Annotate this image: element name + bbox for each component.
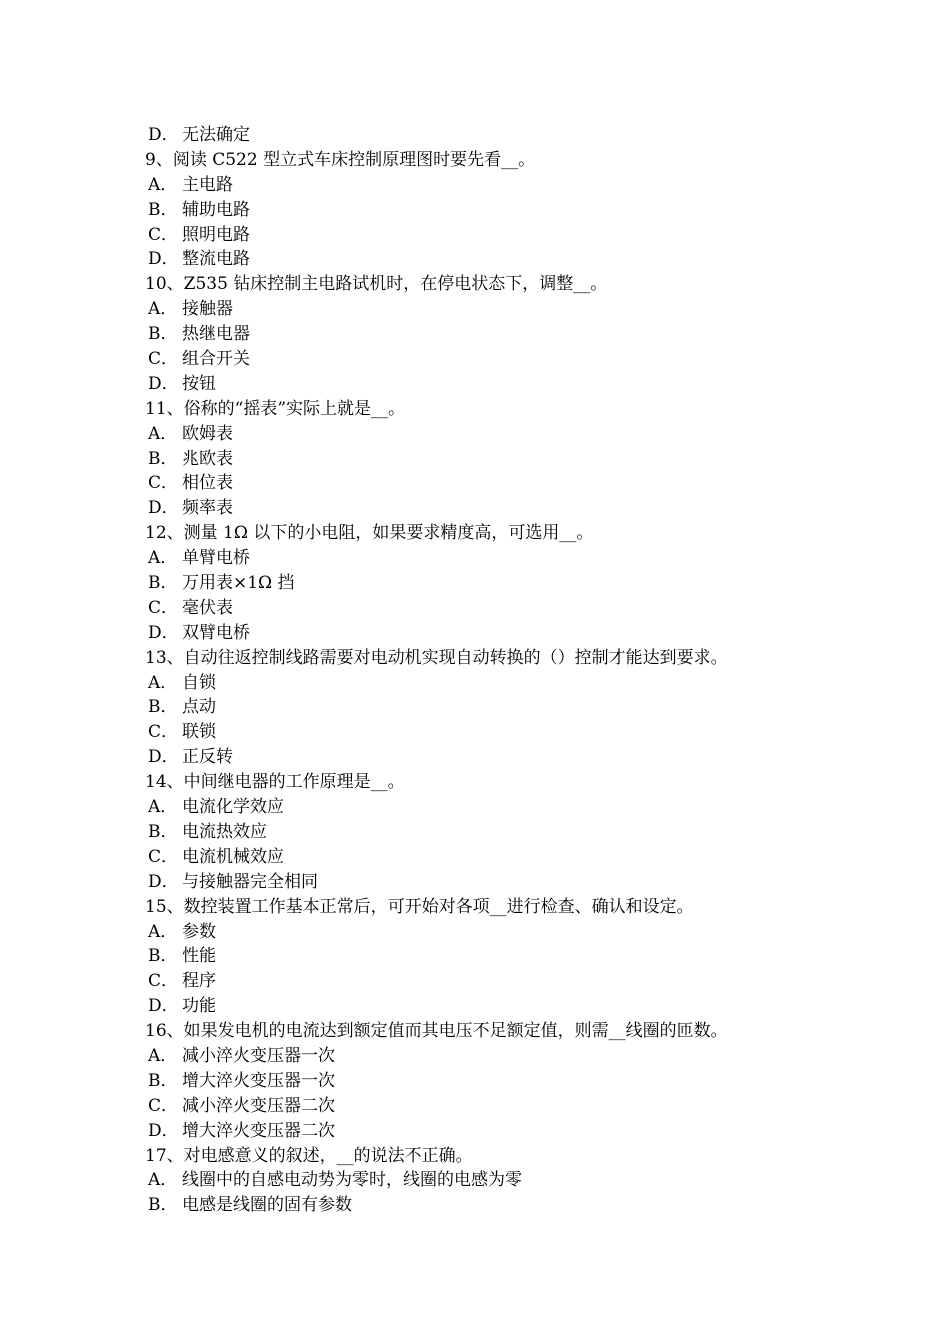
option-letter: A． — [148, 672, 178, 693]
option-text: 无法确定 — [182, 125, 250, 145]
option-text: 电流热效应 — [182, 821, 267, 842]
option-text: 接触器 — [182, 299, 233, 320]
question-stem: 17、对电感意义的叙述，__的说法不正确。 — [145, 1145, 473, 1166]
answer-option — [145, 471, 905, 496]
option-text: 电感是线圈的固有参数 — [182, 1195, 352, 1216]
option-letter: A． — [148, 921, 178, 942]
option-text: 正反转 — [182, 747, 233, 768]
answer-option — [145, 546, 905, 571]
answer-option — [145, 1193, 905, 1218]
option-letter: A． — [148, 423, 178, 444]
option-text: 辅助电路 — [182, 199, 250, 220]
answer-option — [145, 1044, 905, 1069]
answer-option — [145, 173, 905, 198]
answer-option — [145, 1069, 905, 1094]
option-letter: B． — [148, 946, 178, 967]
option-text: 整流电路 — [182, 249, 250, 270]
option-letter: D． — [148, 1120, 179, 1141]
answer-option — [145, 247, 905, 272]
option-letter: B． — [148, 448, 178, 469]
option-text: 按钮 — [182, 373, 216, 394]
answer-option — [145, 297, 905, 322]
option-letter: B． — [148, 1195, 178, 1216]
option-text: 相位表 — [182, 473, 233, 494]
answer-option — [145, 372, 905, 397]
option-text: 增大淬火变压器二次 — [182, 1120, 335, 1141]
answer-option — [145, 322, 905, 347]
option-text: 万用表×1Ω 挡 — [182, 573, 295, 594]
option-letter: D． — [148, 622, 179, 643]
answer-option — [145, 198, 905, 223]
option-letter: D． — [148, 747, 179, 768]
option-letter: B． — [148, 821, 178, 842]
answer-option — [145, 994, 905, 1019]
answer-option — [145, 1168, 905, 1193]
option-text: 自锁 — [182, 672, 216, 693]
answer-option — [145, 920, 905, 945]
option-text: 热继电器 — [182, 324, 250, 345]
answer-option — [145, 820, 905, 845]
question-stem: 12、测量 1Ω 以下的小电阻，如果要求精度高，可选用__。 — [145, 523, 594, 544]
answer-option — [145, 845, 905, 870]
option-letter: B． — [148, 573, 178, 594]
option-letter: D． — [148, 498, 179, 519]
option-text: 线圈中的自感电动势为零时，线圈的电感为零 — [182, 1170, 522, 1191]
option-text: 主电路 — [182, 174, 233, 195]
option-letter: B． — [148, 199, 178, 220]
option-text: 与接触器完全相同 — [182, 871, 318, 892]
option-text: 参数 — [182, 921, 216, 942]
option-text: 单臂电桥 — [182, 548, 250, 569]
answer-option — [145, 1119, 905, 1144]
question-stem: 15、数控装置工作基本正常后，可开始对各项__进行检查、确认和设定。 — [145, 896, 694, 917]
option-letter: D． — [148, 871, 179, 892]
answer-option — [145, 571, 905, 596]
option-text: 性能 — [182, 946, 216, 967]
option-letter: C． — [148, 971, 179, 992]
answer-option — [145, 795, 905, 820]
option-text: 联锁 — [182, 722, 216, 743]
answer-option — [145, 695, 905, 720]
answer-option — [145, 347, 905, 372]
option-letter: A． — [148, 548, 178, 569]
option-text: 毫伏表 — [182, 597, 233, 618]
answer-option — [145, 870, 905, 895]
question-stem: 16、如果发电机的电流达到额定值而其电压不足额定值，则需__线圈的匝数。 — [145, 1021, 728, 1042]
option-letter: A． — [148, 299, 178, 320]
answer-option — [145, 223, 905, 248]
option-letter: C． — [148, 722, 179, 743]
option-text: 功能 — [182, 996, 216, 1017]
option-letter: C． — [148, 224, 179, 245]
option-letter: D． — [148, 125, 179, 145]
answer-option — [145, 720, 905, 745]
answer-option — [145, 422, 905, 447]
option-letter: B． — [148, 1070, 178, 1091]
option-letter: A． — [148, 1170, 178, 1191]
answer-option — [145, 944, 905, 969]
option-text: 欧姆表 — [182, 423, 233, 444]
option-letter: C． — [148, 349, 179, 370]
option-letter: C． — [148, 597, 179, 618]
option-letter: C． — [148, 473, 179, 494]
answer-option — [145, 447, 905, 472]
option-letter: B． — [148, 697, 178, 718]
option-letter: A． — [148, 174, 178, 195]
answer-option — [145, 745, 905, 770]
option-text: 频率表 — [182, 498, 233, 519]
question-list — [145, 123, 905, 1218]
option-letter: D． — [148, 373, 179, 394]
option-letter: A． — [148, 1045, 178, 1066]
option-text: 照明电路 — [182, 224, 250, 245]
question-stem: 9、阅读 C522 型立式车床控制原理图时要先看__。 — [145, 149, 536, 170]
option-text: 电流化学效应 — [182, 797, 284, 818]
option-letter: D． — [148, 996, 179, 1017]
answer-option — [145, 1094, 905, 1119]
answer-option — [145, 496, 905, 521]
option-text: 组合开关 — [182, 349, 250, 370]
option-letter: C． — [148, 1095, 179, 1116]
option-text: 增大淬火变压器一次 — [182, 1070, 335, 1091]
option-text: 兆欧表 — [182, 448, 233, 469]
option-letter: D． — [148, 249, 179, 270]
option-text: 程序 — [182, 971, 216, 992]
option-letter: B． — [148, 324, 178, 345]
option-letter: A． — [148, 797, 178, 818]
answer-option — [145, 596, 905, 621]
question-stem: 10、Z535 钻床控制主电路试机时，在停电状态下，调整__。 — [145, 274, 608, 295]
question-stem: 14、中间继电器的工作原理是__。 — [145, 772, 405, 793]
answer-option — [145, 969, 905, 994]
answer-option — [145, 123, 905, 148]
option-text: 减小淬火变压器一次 — [182, 1045, 335, 1066]
question-stem: 13、自动往返控制线路需要对电动机实现自动转换的（）控制才能达到要求。 — [145, 647, 728, 668]
answer-option — [145, 671, 905, 696]
option-text: 点动 — [182, 697, 216, 718]
answer-option — [145, 621, 905, 646]
option-text: 双臂电桥 — [182, 622, 250, 643]
option-text: 电流机械效应 — [182, 846, 284, 867]
question-stem: 11、俗称的“摇表”实际上就是__。 — [145, 398, 406, 419]
option-letter: C． — [148, 846, 179, 867]
option-text: 减小淬火变压器二次 — [182, 1095, 335, 1116]
